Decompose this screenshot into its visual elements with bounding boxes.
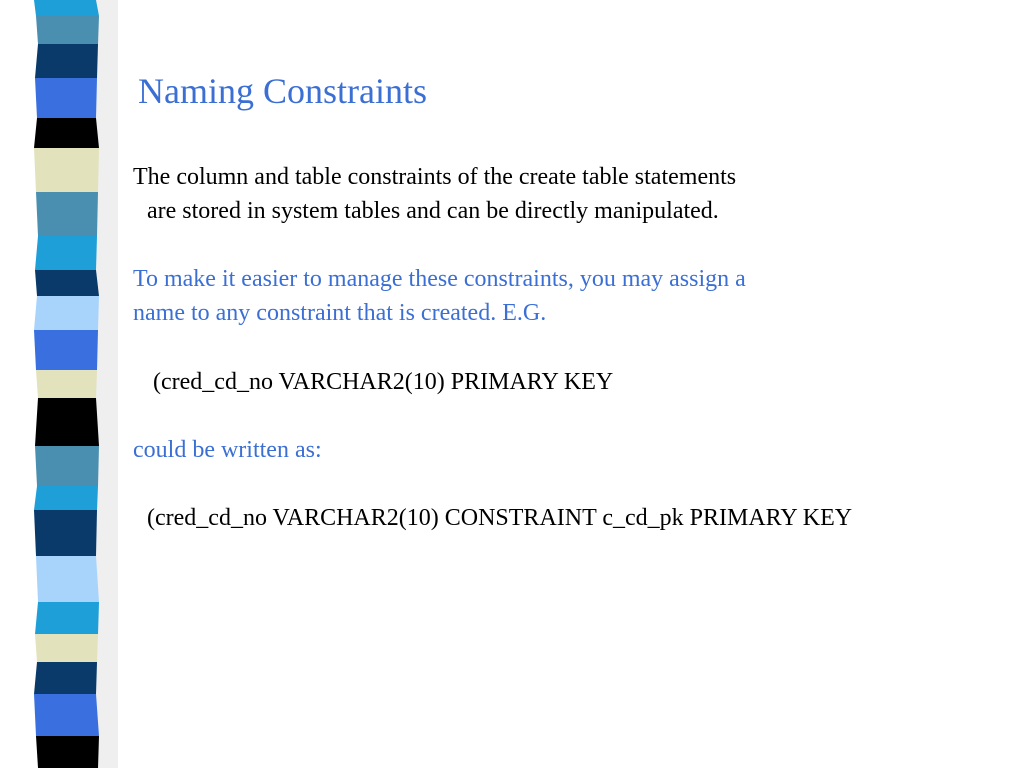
stripe-band xyxy=(35,602,99,634)
stripe-band xyxy=(36,556,99,602)
stripe-band xyxy=(34,330,98,370)
stripe-band xyxy=(35,398,99,446)
slide-title: Naming Constraints xyxy=(138,71,427,111)
paragraph-3: could be written as: xyxy=(133,437,322,463)
stripe-band xyxy=(35,446,99,486)
stripe-band xyxy=(35,270,99,296)
stripe-band xyxy=(34,148,99,192)
stripe-band xyxy=(36,192,98,236)
stripe-band xyxy=(35,236,97,270)
stripe-band xyxy=(34,694,99,736)
stripe-band xyxy=(35,634,98,662)
stripe-band xyxy=(36,370,97,398)
code-example-1: (cred_cd_no VARCHAR2(10) PRIMARY KEY xyxy=(153,369,614,395)
stripe-band xyxy=(35,78,97,118)
stripe-bar-graphic xyxy=(0,0,118,768)
decorative-stripe-bar xyxy=(0,0,118,768)
stripe-band xyxy=(34,118,99,148)
stripe-band xyxy=(35,44,98,78)
stripe-band xyxy=(34,486,98,510)
paragraph-1-line-1: The column and table constraints of the create table statements xyxy=(133,164,737,190)
paragraph-1-line-2: are stored in system tables and can be directly manipulated. xyxy=(147,198,719,224)
stripe-band xyxy=(36,16,99,44)
stripe-band xyxy=(34,0,99,16)
stripe-band xyxy=(34,296,99,330)
stripe-band xyxy=(36,736,99,768)
paragraph-2-line-2: name to any constraint that is created. E.G. xyxy=(133,300,547,326)
code-example-2: (cred_cd_no VARCHAR2(10) CONSTRAINT c_cd_pk PRIMARY KEY xyxy=(147,505,853,531)
stripe-band xyxy=(34,510,97,556)
stripe-shadow xyxy=(96,0,118,768)
stripe-band xyxy=(34,662,97,694)
paragraph-2-line-1: To make it easier to manage these constraints, you may assign a xyxy=(133,266,746,292)
